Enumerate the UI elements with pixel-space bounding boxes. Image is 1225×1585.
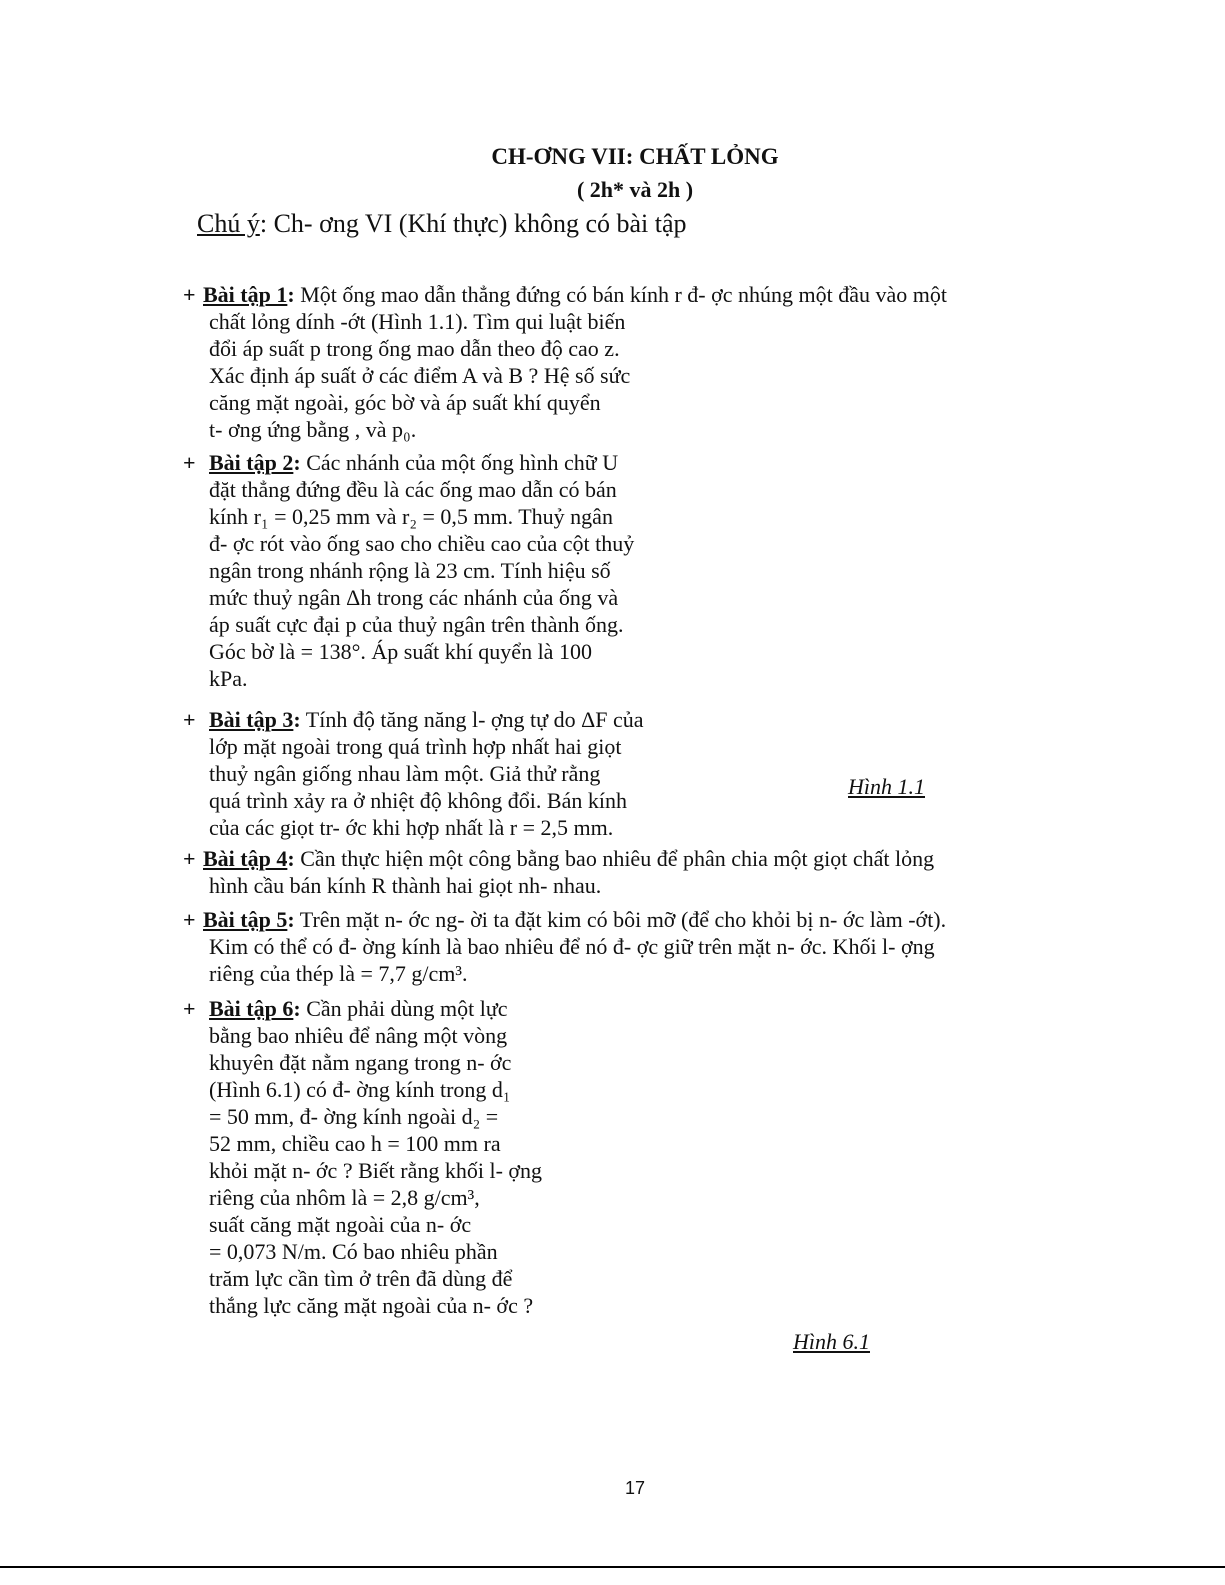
exercise-3-line: lớp mặt ngoài trong quá trình hợp nhất hai giọt: [209, 734, 622, 759]
exercise-6-line: = 50 mm, đ- ờng kính ngoài d₂ =: [209, 1104, 499, 1129]
exercise-3-line: của các giọt tr- ớc khi hợp nhất là r = 2,5 mm.: [209, 815, 614, 840]
bottom-rule: [0, 1566, 1225, 1568]
figure-1-1-caption: Hình 1.1: [848, 774, 925, 799]
bullet: +: [183, 846, 196, 871]
exercise-6-line: khuyên đặt nằm ngang trong n- ớc: [209, 1050, 512, 1075]
exercise-1: [183, 281, 1073, 443]
exercise-2-label: Bài tập 2:: [209, 450, 301, 475]
exercise-2-line: kính r₁ = 0,25 mm và r₂ = 0,5 mm. Thuỷ ngân: [209, 504, 613, 529]
bullet: +: [183, 707, 196, 732]
exercise-1-label: Bài tập 1:: [203, 282, 295, 307]
exercise-6: [183, 995, 595, 1319]
exercise-1-line: Xác định áp suất ở các điểm A và B ? Hệ số sức: [209, 363, 631, 388]
bullet: +: [183, 450, 196, 475]
exercise-2-line: đặt thẳng đứng đều là các ống mao dẫn có bán: [209, 477, 617, 502]
exercise-6-line: suất căng mặt ngoài của n- ớc: [209, 1212, 472, 1237]
exercise-6-line: (Hình 6.1) có đ- ờng kính trong d₁: [209, 1077, 511, 1102]
exercise-6-line: bằng bao nhiêu để nâng một vòng: [209, 1023, 508, 1048]
exercise-4-line: hình cầu bán kính R thành hai giọt nh- nhau.: [209, 873, 602, 898]
exercise-6-label: Bài tập 6:: [209, 996, 301, 1021]
exercise-6-line: Cần phải dùng một lực: [306, 996, 508, 1021]
bullet: +: [183, 282, 196, 307]
exercise-6-line: 52 mm, chiều cao h = 100 mm ra: [209, 1131, 501, 1156]
exercise-2-line: đ- ợc rót vào ống sao cho chiều cao của cột thuỷ: [209, 531, 635, 556]
exercise-5-line: Trên mặt n- ớc ng- ời ta đặt kim có bôi mỡ (để cho khỏi bị n- ớc làm -ớt).: [299, 907, 947, 932]
note-text: : Ch- ơng VI (Khí thực) không có bài tập: [259, 209, 687, 238]
exercise-2-line: áp suất cực đại p của thuỷ ngân trên thành ống.: [209, 612, 624, 637]
exercise-3-label: Bài tập 3:: [209, 707, 301, 732]
exercise-3-line: quá trình xảy ra ở nhiệt độ không đổi. Bán kính: [209, 788, 627, 813]
exercise-4-label: Bài tập 4:: [203, 846, 295, 871]
exercise-6-line: khỏi mặt n- ớc ? Biết rằng khối l- ợng: [209, 1158, 543, 1183]
exercise-5-line: Kim có thể có đ- ờng kính là bao nhiêu để nó đ- ợc giữ trên mặt n- ớc. Khối l- ợng: [209, 934, 935, 959]
exercise-5-line: riêng của thép là = 7,7 g/cm³.: [209, 961, 468, 986]
exercise-6-line: riêng của nhôm là = 2,8 g/cm³,: [209, 1185, 480, 1210]
exercise-1-line: chất lỏng dính -ớt (Hình 1.1). Tìm qui luật biến: [209, 309, 626, 334]
exercise-6-line: trăm lực cần tìm ở trên đã dùng để: [209, 1266, 513, 1291]
exercise-3: [183, 706, 709, 841]
exercise-2-line: kPa.: [209, 666, 248, 691]
exercise-2-line: Các nhánh của một ống hình chữ U: [306, 450, 619, 475]
exercise-3-line: thuỷ ngân giống nhau làm một. Giả thử rằng: [209, 761, 601, 786]
exercise-2-line: Góc bờ là = 138°. Áp suất khí quyển là 100: [209, 639, 592, 664]
exercise-5-label: Bài tập 5:: [203, 907, 295, 932]
exercise-2-line: mức thuỷ ngân Δh trong các nhánh của ống và: [209, 585, 619, 610]
exercise-2-line: ngân trong nhánh rộng là 23 cm. Tính hiệu số: [209, 558, 611, 583]
exercise-5: [183, 906, 1073, 987]
exercise-4-line: Cần thực hiện một công bằng bao nhiêu để phân chia một giọt chất lỏng: [300, 846, 935, 871]
page-number: 17: [624, 1478, 646, 1498]
bullet: +: [183, 907, 196, 932]
exercise-6-line: = 0,073 N/m. Có bao nhiêu phần: [209, 1239, 498, 1264]
bullet: +: [183, 996, 196, 1021]
note-label: Chú ý: [197, 209, 260, 238]
exercise-4: [183, 845, 1073, 899]
exercise-1-line: đổi áp suất p trong ống mao dẫn theo độ cao z.: [209, 336, 620, 361]
exercise-1-line: Một ống mao dẫn thẳng đứng có bán kính r đ- ợc nhúng một đầu vào một: [300, 282, 947, 307]
chapter-hours: ( 2h* và 2h ): [576, 177, 694, 202]
exercise-1-line: t- ơng ứng bằng , và p₀.: [209, 417, 417, 442]
chapter-title: CH-ƠNG VII: CHẤT LỎNG: [491, 144, 779, 169]
figure-6-1-caption: Hình 6.1: [793, 1329, 870, 1354]
exercise-3-line: Tính độ tăng năng l- ợng tự do ΔF của: [305, 707, 644, 732]
exercise-1-line: căng mặt ngoài, góc bờ và áp suất khí quyển: [209, 390, 601, 415]
chapter-note: [197, 209, 687, 239]
exercise-2: [183, 449, 709, 692]
exercise-6-line: thắng lực căng mặt ngoài của n- ớc ?: [209, 1293, 534, 1318]
